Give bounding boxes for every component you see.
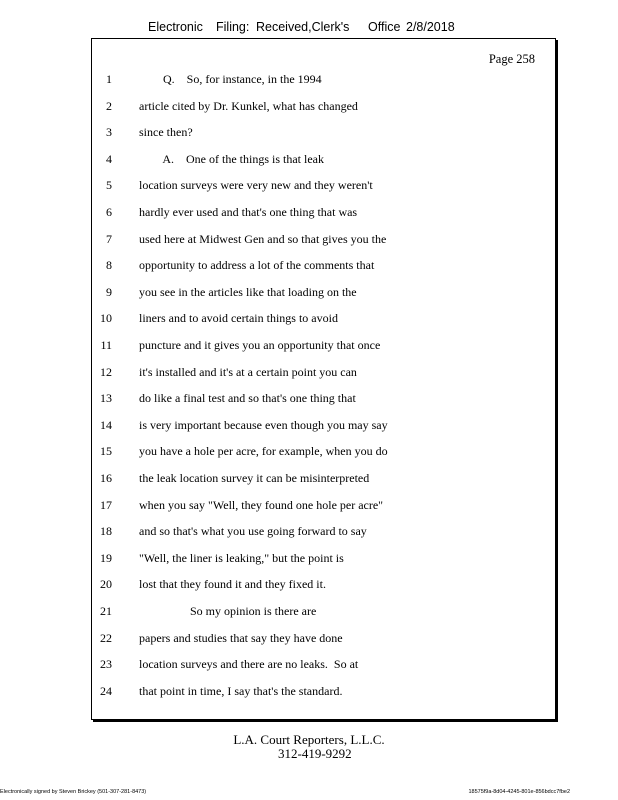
filing-header-date: 2/8/2018 [406,20,455,34]
line-number: 13 [100,391,112,406]
line-text: you see in the articles like that loading on the [139,284,357,299]
line-number: 10 [100,311,112,326]
line-text: location surveys and there are no leaks. So at [139,657,359,672]
transcript-line [92,631,555,658]
line-number: 16 [100,471,112,485]
line-text: since then? [139,125,193,140]
transcript-line [92,551,555,578]
filing-header-received: Received,Clerk's [256,20,350,34]
line-number: 21 [100,604,112,618]
line-number: 4 [106,151,112,166]
transcript-line [92,338,555,365]
line-number: 7 [106,231,112,246]
line-text: opportunity to address a lot of the comments that [139,258,375,273]
page-number: Page 258 [488,52,535,66]
line-number: 17 [100,497,112,512]
transcript-line [92,365,555,392]
line-text: papers and studies that say they have done [139,630,343,645]
line-text: you have a hole per acre, for example, when you do [139,444,388,459]
transcript-line [92,418,555,445]
line-text: location surveys were very new and they weren't [139,178,373,193]
reporter-phone: 312-419-9292 [278,746,352,761]
transcript-line [92,99,555,126]
line-number: 23 [100,657,112,672]
transcript-line [92,232,555,259]
line-text: do like a final test and so that's one thing that [139,391,356,406]
line-text: "Well, the liner is leaking," but the point is [139,550,344,565]
line-number: 22 [100,630,112,645]
line-number: 2 [106,98,112,113]
reporter-company: L.A. Court Reporters, L.L.C. [233,732,385,747]
transcript-line [92,498,555,525]
filing-header-filing: Filing: [216,20,250,34]
line-text: when you say "Well, they found one hole per acre" [139,497,384,512]
line-number: 24 [100,683,112,698]
line-text: hardly ever used and that's one thing that was [139,205,358,219]
line-number: 11 [100,338,112,352]
line-text: is very important because even though you may say [139,417,388,432]
filing-header-electronic: Electronic [148,20,203,34]
transcript-line [92,258,555,285]
line-number: 19 [100,550,112,565]
transcript-line [92,444,555,471]
line-number: 6 [106,205,112,219]
document-hash: 18575f9a-8d04-4245-801e-856bdcc7fbe2 [468,789,570,795]
transcript-line [92,604,555,631]
line-number: 18 [100,524,112,539]
line-text: that point in time, I say that's the standard. [139,683,343,698]
electronic-signature-note: Electronically signed by Steven Brickey (501-307-281-8473) [0,789,147,795]
transcript-line [92,178,555,205]
line-number: 3 [106,125,112,140]
line-text: liners and to avoid certain things to avoid [139,311,338,326]
line-number: 20 [100,577,112,592]
transcript-line [92,657,555,684]
line-text: A. One of the things is that leak [139,151,324,166]
line-number: 1 [106,72,112,86]
transcript-line [92,311,555,338]
line-text: it's installed and it's at a certain point you can [139,364,357,379]
line-text: the leak location survey it can be misinterpreted [139,471,370,485]
transcript-line [92,285,555,312]
line-text: article cited by Dr. Kunkel, what has changed [139,98,358,113]
transcript-line [92,72,555,99]
line-number: 5 [106,178,112,193]
transcript-line [92,577,555,604]
line-number: 12 [100,364,112,379]
transcript-line [92,524,555,551]
line-number: 8 [106,258,112,273]
line-text: Q. So, for instance, in the 1994 [139,72,322,86]
line-text: lost that they found it and they fixed it. [139,577,326,592]
transcript-line [92,471,555,498]
line-text: So my opinion is there are [139,604,317,618]
transcript-line [92,205,555,232]
line-text: and so that's what you use going forward to say [139,524,367,539]
line-number: 15 [100,444,112,459]
line-number: 9 [106,284,112,299]
line-number: 14 [100,417,112,432]
transcript-line [92,152,555,179]
transcript-page [91,38,556,720]
line-text: used here at Midwest Gen and so that gives you the [139,231,387,246]
filing-header-office: Office [368,20,401,34]
transcript-line [92,125,555,152]
transcript-line [92,391,555,418]
line-text: puncture and it gives you an opportunity that once [139,338,381,352]
transcript-line [92,684,555,711]
